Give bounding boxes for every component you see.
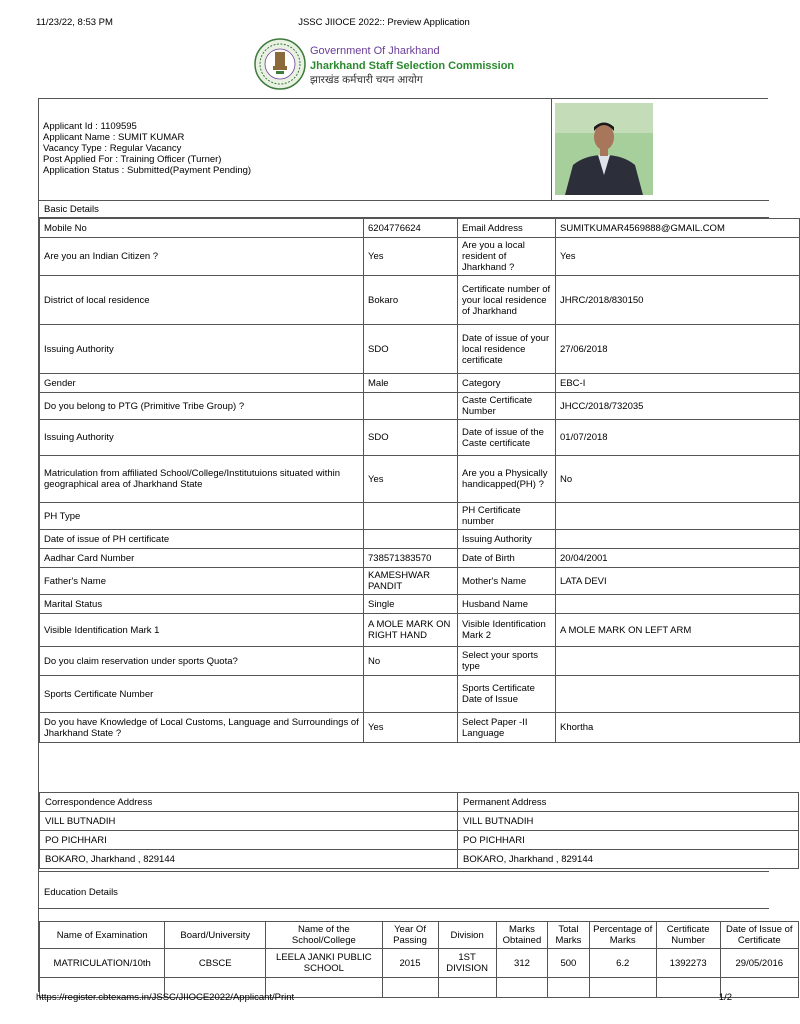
field-value: Bokaro: [364, 276, 458, 325]
education-column-header: Total Marks: [548, 922, 589, 949]
field-label: PH Certificate number: [458, 503, 556, 530]
basic-details-row: [40, 530, 800, 549]
basic-details-row: [40, 676, 800, 713]
education-cell: 312: [496, 949, 547, 978]
field-value: Male: [364, 374, 458, 393]
field-value: [364, 676, 458, 713]
application-status: Application Status : Submitted(Payment Pending): [43, 165, 252, 176]
field-value: [556, 676, 800, 713]
field-label: Sports Certificate Date of Issue: [458, 676, 556, 713]
field-value: 27/06/2018: [556, 325, 800, 374]
education-cell: 2015: [382, 949, 438, 978]
field-value: [364, 530, 458, 549]
field-value: EBC-I: [556, 374, 800, 393]
basic-details-row: [40, 374, 800, 393]
print-page-title: JSSC JIIOCE 2022:: Preview Application: [298, 17, 470, 28]
field-label: Do you have Knowledge of Local Customs, Language and Surroundings of Jharkhand State ?: [40, 713, 364, 743]
org-government: Government Of Jharkhand: [310, 45, 440, 57]
education-cell: 29/05/2016: [720, 949, 798, 978]
field-label: Issuing Authority: [40, 420, 364, 456]
field-value: 01/07/2018: [556, 420, 800, 456]
field-label: Select Paper -II Language: [458, 713, 556, 743]
education-column-header: Percentage of Marks: [589, 922, 656, 949]
print-datetime: 11/23/22, 8:53 PM: [36, 17, 113, 28]
field-value: [556, 647, 800, 676]
field-value: Yes: [364, 713, 458, 743]
vacancy-type: Vacancy Type : Regular Vacancy: [43, 143, 182, 154]
education-cell: MATRICULATION/10th: [40, 949, 165, 978]
field-value: Yes: [556, 238, 800, 276]
print-footer: [36, 992, 732, 1004]
basic-details-row: [40, 393, 800, 420]
field-label: Gender: [40, 374, 364, 393]
address-table: [39, 792, 799, 869]
field-label: Mobile No: [40, 219, 364, 238]
education-row: [40, 949, 799, 978]
field-label: Email Address: [458, 219, 556, 238]
field-value: A MOLE MARK ON LEFT ARM: [556, 614, 800, 647]
field-value: [556, 595, 800, 614]
photo-cell: [551, 99, 769, 200]
field-value: [364, 393, 458, 420]
field-label: Certificate number of your local residence of Jharkhand: [458, 276, 556, 325]
field-value: JHCC/2018/732035: [556, 393, 800, 420]
field-value: No: [556, 456, 800, 503]
basic-details-row: [40, 647, 800, 676]
correspondence-line: PO PICHHARI: [40, 831, 458, 850]
basic-details-row: [40, 238, 800, 276]
post-applied: Post Applied For : Training Officer (Turner): [43, 154, 222, 165]
education-column-header: Certificate Number: [656, 922, 720, 949]
field-value: 20/04/2001: [556, 549, 800, 568]
basic-details-row: [40, 568, 800, 595]
applicant-summary: [39, 99, 769, 201]
basic-details-heading: Basic Details: [39, 201, 769, 218]
field-value: SDO: [364, 420, 458, 456]
field-value: [556, 530, 800, 549]
education-cell: CBSCE: [165, 949, 266, 978]
field-label: Caste Certificate Number: [458, 393, 556, 420]
field-value: Khortha: [556, 713, 800, 743]
permanent-line: PO PICHHARI: [458, 831, 799, 850]
field-label: Category: [458, 374, 556, 393]
basic-details-row: [40, 713, 800, 743]
print-header: [36, 17, 732, 29]
field-label: Matriculation from affiliated School/College/Institutuions situated within geographical area of Jharkhand State: [40, 456, 364, 503]
applicant-id: Applicant Id : 1109595: [43, 121, 137, 132]
field-label: Aadhar Card Number: [40, 549, 364, 568]
permanent-line: VILL BUTNADIH: [458, 812, 799, 831]
field-label: Date of issue of the Caste certificate: [458, 420, 556, 456]
education-column-header: Marks Obtained: [496, 922, 547, 949]
field-label: Do you belong to PTG (Primitive Tribe Group) ?: [40, 393, 364, 420]
application-preview: [38, 98, 793, 992]
education-cell: 1ST DIVISION: [438, 949, 496, 978]
education-column-header: Name of the School/College: [266, 922, 382, 949]
permanent-line: BOKARO, Jharkhand , 829144: [458, 850, 799, 869]
field-value: LATA DEVI: [556, 568, 800, 595]
field-label: Are you a local resident of Jharkhand ?: [458, 238, 556, 276]
field-label: Visible Identification Mark 2: [458, 614, 556, 647]
education-cell: 500: [548, 949, 589, 978]
basic-details-row: [40, 595, 800, 614]
basic-details-row: [40, 503, 800, 530]
basic-details-row: [40, 549, 800, 568]
field-label: Are you an Indian Citizen ?: [40, 238, 364, 276]
education-column-header: Date of Issue of Certificate: [720, 922, 798, 949]
basic-details-row: [40, 276, 800, 325]
field-label: Issuing Authority: [458, 530, 556, 549]
field-value: SUMITKUMAR4569888@GMAIL.COM: [556, 219, 800, 238]
org-commission-hindi: झारखंड कर्मचारी चयन आयोग: [310, 74, 423, 86]
field-label: Father's Name: [40, 568, 364, 595]
basic-details-row: [40, 614, 800, 647]
field-label: Visible Identification Mark 1: [40, 614, 364, 647]
field-value: No: [364, 647, 458, 676]
education-cell: LEELA JANKI PUBLIC SCHOOL: [266, 949, 382, 978]
field-value: 6204776624: [364, 219, 458, 238]
education-column-header: Division: [438, 922, 496, 949]
field-label: Mother's Name: [458, 568, 556, 595]
field-label: Are you a Physically handicapped(PH) ?: [458, 456, 556, 503]
applicant-photo: [555, 103, 653, 195]
correspondence-line: BOKARO, Jharkhand , 829144: [40, 850, 458, 869]
field-label: District of local residence: [40, 276, 364, 325]
field-value: Yes: [364, 456, 458, 503]
field-label: Date of Birth: [458, 549, 556, 568]
field-value: Yes: [364, 238, 458, 276]
education-cell: 1392273: [656, 949, 720, 978]
field-label: Select your sports type: [458, 647, 556, 676]
field-value: Single: [364, 595, 458, 614]
basic-details-row: [40, 325, 800, 374]
education-column-header: Board/University: [165, 922, 266, 949]
field-value: A MOLE MARK ON RIGHT HAND: [364, 614, 458, 647]
education-column-header: Name of Examination: [40, 922, 165, 949]
field-label: Date of issue of PH certificate: [40, 530, 364, 549]
field-value: 738571383570: [364, 549, 458, 568]
education-column-header: Year Of Passing: [382, 922, 438, 949]
field-label: Husband Name: [458, 595, 556, 614]
basic-details-row: [40, 219, 800, 238]
field-label: Date of issue of your local residence certificate: [458, 325, 556, 374]
education-details-heading: Education Details: [39, 871, 769, 909]
field-label: PH Type: [40, 503, 364, 530]
correspondence-address-title: Correspondence Address: [40, 793, 458, 812]
field-label: Do you claim reservation under sports Quota?: [40, 647, 364, 676]
field-value: SDO: [364, 325, 458, 374]
print-url: https://register.cbtexams.in/JSSC/JIIOCE2022/Applicant/Print: [36, 992, 295, 1003]
jharkhand-emblem-logo: [254, 38, 306, 90]
field-value: KAMESHWAR PANDIT: [364, 568, 458, 595]
permanent-address-title: Permanent Address: [458, 793, 799, 812]
education-table: [39, 921, 799, 998]
field-label: Issuing Authority: [40, 325, 364, 374]
org-commission: Jharkhand Staff Selection Commission: [310, 60, 515, 72]
field-value: JHRC/2018/830150: [556, 276, 800, 325]
basic-details-row: [40, 456, 800, 503]
print-page-number: 1/2: [718, 992, 732, 1003]
field-value: [364, 503, 458, 530]
education-cell: 6.2: [589, 949, 656, 978]
basic-details-row: [40, 420, 800, 456]
field-label: Marital Status: [40, 595, 364, 614]
field-value: [556, 503, 800, 530]
correspondence-line: VILL BUTNADIH: [40, 812, 458, 831]
field-label: Sports Certificate Number: [40, 676, 364, 713]
basic-details-table: [39, 218, 800, 743]
applicant-name: Applicant Name : SUMIT KUMAR: [43, 132, 185, 143]
